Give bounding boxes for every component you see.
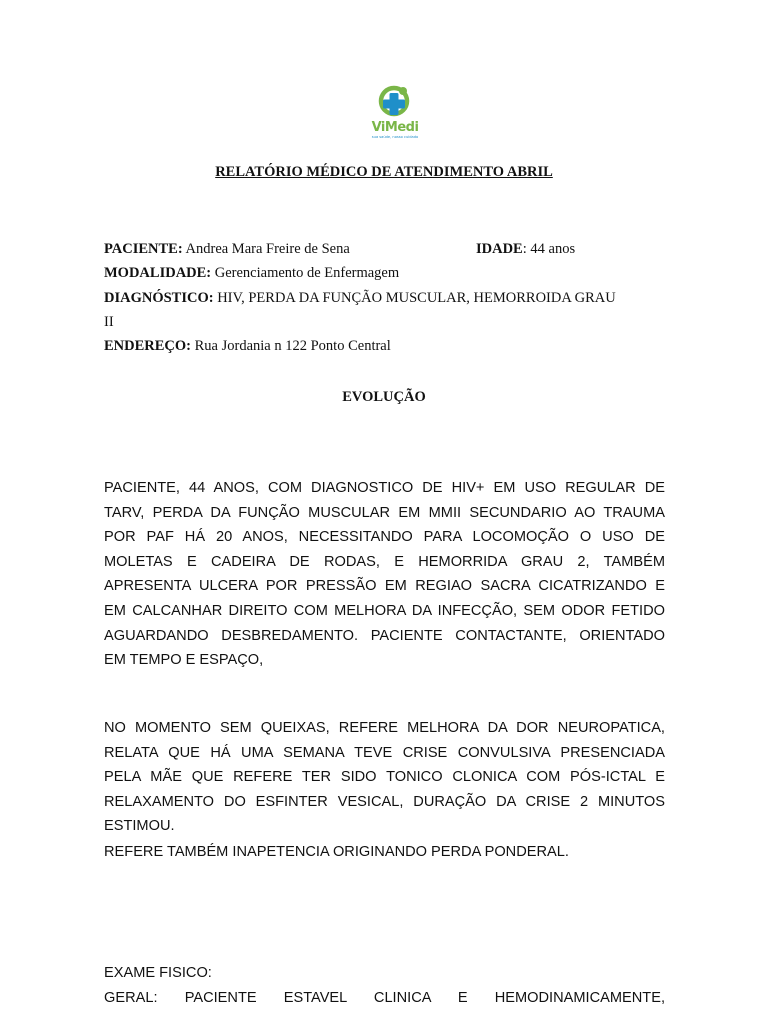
- modality-label: MODALIDADE:: [104, 265, 212, 281]
- logo-tagline: sua saúde, nosso cuidado: [371, 135, 419, 139]
- patient-age-value: : 44 anos: [522, 241, 576, 257]
- paragraph-line: APRESENTA ULCERA POR PRESSÃO EM REGIAO SACRA CICATRIZANDO E: [104, 578, 665, 595]
- paragraph-line: NO MOMENTO SEM QUEIXAS, REFERE MELHORA DA DOR NEUROPATICA,: [104, 720, 665, 736]
- paragraph-line: AGUARDANDO DESBREDAMENTO. PACIENTE CONTACTANTE, ORIENTADO: [104, 627, 665, 644]
- paragraph-line: ESTIMOU.: [104, 818, 175, 835]
- address-label: ENDEREÇO:: [104, 338, 192, 354]
- address-value: Rua Jordania n 122 Ponto Central: [194, 338, 391, 354]
- exam-heading: EXAME FISICO:: [104, 965, 212, 981]
- paragraph-line: RELATA QUE HÁ UMA SEMANA TEVE CRISE CONVULSIVA PRESENCIADA: [104, 744, 665, 761]
- modality-row: [104, 264, 399, 282]
- evolution-paragraph-1: [104, 476, 665, 673]
- evolution-paragraph-2: [104, 716, 665, 865]
- diagnosis-row-continued: [104, 313, 114, 331]
- patient-name-row: [104, 240, 350, 258]
- modality-value: Gerenciamento de Enfermagem: [214, 265, 400, 281]
- vimedi-logo: [370, 84, 420, 146]
- evolution-heading: EVOLUÇÃO: [342, 389, 426, 405]
- paragraph-line: REFERE TAMBÉM INAPETENCIA ORIGINANDO PERDA PONDERAL.: [104, 843, 569, 860]
- diagnosis-value: HIV, PERDA DA FUNÇÃO MUSCULAR, HEMORROIDA GRAU: [217, 290, 616, 306]
- diagnosis-label: DIAGNÓSTICO:: [104, 290, 214, 306]
- paragraph-line: EM CALCANHAR DIREITO COM MELHORA DA INFECÇÃO, SEM ODOR FETIDO: [104, 602, 665, 619]
- exam-section: [104, 961, 665, 1010]
- diagnosis-row: [104, 289, 616, 307]
- diagnosis-value-continued: II: [104, 314, 114, 330]
- paragraph-line: MOLETAS E CADEIRA DE RODAS, E HEMORRIDA GRAU 2, TAMBÉM: [104, 553, 665, 570]
- patient-name-label: PACIENTE:: [104, 241, 183, 257]
- paragraph-line: PACIENTE, 44 ANOS, COM DIAGNOSTICO DE HIV+ EM USO REGULAR DE: [104, 480, 665, 496]
- paragraph-line: POR PAF HÁ 20 ANOS, NECESSITANDO PARA LOCOMOÇÃO O USO DE: [104, 529, 665, 546]
- patient-age-row: [476, 240, 575, 258]
- address-row: [104, 337, 391, 355]
- patient-age-label: IDADE: [476, 241, 523, 257]
- paragraph-line: RELAXAMENTO DO ESFINTER VESICAL, DURAÇÃO DA CRISE 2 MINUTOS: [104, 793, 665, 810]
- patient-name-value: Andrea Mara Freire de Sena: [185, 241, 350, 257]
- paragraph-line: PELA MÃE QUE REFERE TER SIDO TONICO CLONICA COM PÓS-ICTAL E: [104, 769, 665, 786]
- document-title: RELATÓRIO MÉDICO DE ATENDIMENTO ABRIL: [215, 164, 553, 180]
- exam-general-line: GERAL: PACIENTE ESTAVEL CLINICA E HEMODINAMICAMENTE,: [104, 989, 665, 1006]
- logo-brand-text: ViMedi: [371, 120, 419, 135]
- paragraph-line: TARV, PERDA DA FUNÇÃO MUSCULAR EM MMII SECUNDARIO AO TRAUMA: [104, 504, 665, 521]
- paragraph-line: EM TEMPO E ESPAÇO,: [104, 652, 264, 669]
